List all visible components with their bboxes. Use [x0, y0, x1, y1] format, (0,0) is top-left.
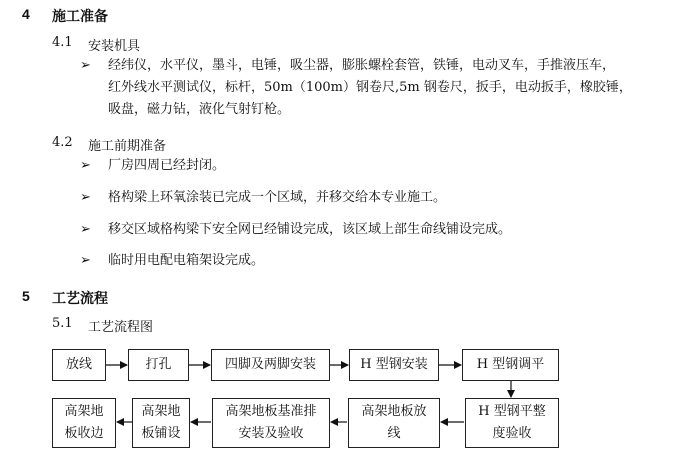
flow-step-legs-install: 四脚及两脚安装: [211, 349, 330, 381]
section-4-2-title: 施工前期准备: [88, 139, 167, 154]
prep-item-4: 临时用电配电箱架设完成。: [108, 253, 265, 268]
flow-step-floor-layout: 高架地板放 线: [348, 398, 440, 448]
section-5-title: 工艺流程: [52, 291, 108, 307]
prep-item-1: 厂房四周已经封闭。: [108, 158, 226, 173]
flow-step-edge-finish: 高架地 板收边: [52, 398, 116, 448]
flow-step-fangxian: 放线: [52, 349, 106, 381]
flow-step-h-beam-install: H 型钢安装: [349, 349, 439, 381]
section-4-1-number: 4.1: [52, 35, 73, 50]
section-5-number: 5: [22, 288, 30, 304]
bullet-icon: ➢: [80, 253, 91, 268]
flow-step-floor-laying: 高架地 板铺设: [132, 398, 190, 448]
tools-line-1: 经纬仪，水平仪，墨斗，电锤，吸尘器，膨胀螺栓套管，铁锤，电动叉车，手推液压车，: [108, 58, 616, 73]
bullet-icon: ➢: [80, 58, 91, 73]
tools-line-2: 红外线水平测试仪，标杆，50m（100m）钢卷尺,5m 钢卷尺，扳手，电动扳手，橡胶锤，: [108, 80, 632, 95]
section-4-number: 4: [22, 6, 30, 22]
prep-item-3: 移交区域格构梁下安全网已经铺设完成，该区域上部生命线铺设完成。: [108, 222, 512, 237]
tools-line-3: 吸盘，磁力钻，液化气射钉枪。: [108, 102, 291, 117]
section-4-2-number: 4.2: [52, 135, 73, 150]
flow-step-flatness-check: H 型钢平整 度验收: [465, 398, 559, 448]
flow-step-dakong: 打孔: [128, 349, 189, 381]
section-5-1-title: 工艺流程图: [88, 320, 154, 335]
section-4-title: 施工准备: [52, 9, 108, 25]
bullet-icon: ➢: [80, 158, 91, 173]
bullet-icon: ➢: [80, 190, 91, 205]
section-5-1-number: 5.1: [52, 316, 73, 331]
section-4-1-title: 安装机具: [88, 39, 141, 54]
flow-step-h-beam-level: H 型钢调平: [462, 349, 559, 381]
prep-item-2: 格构梁上环氧涂装已完成一个区域，并移交给本专业施工。: [108, 190, 447, 205]
flow-step-datum-row: 高架地板基准排 安装及验收: [212, 398, 330, 448]
bullet-icon: ➢: [80, 222, 91, 237]
